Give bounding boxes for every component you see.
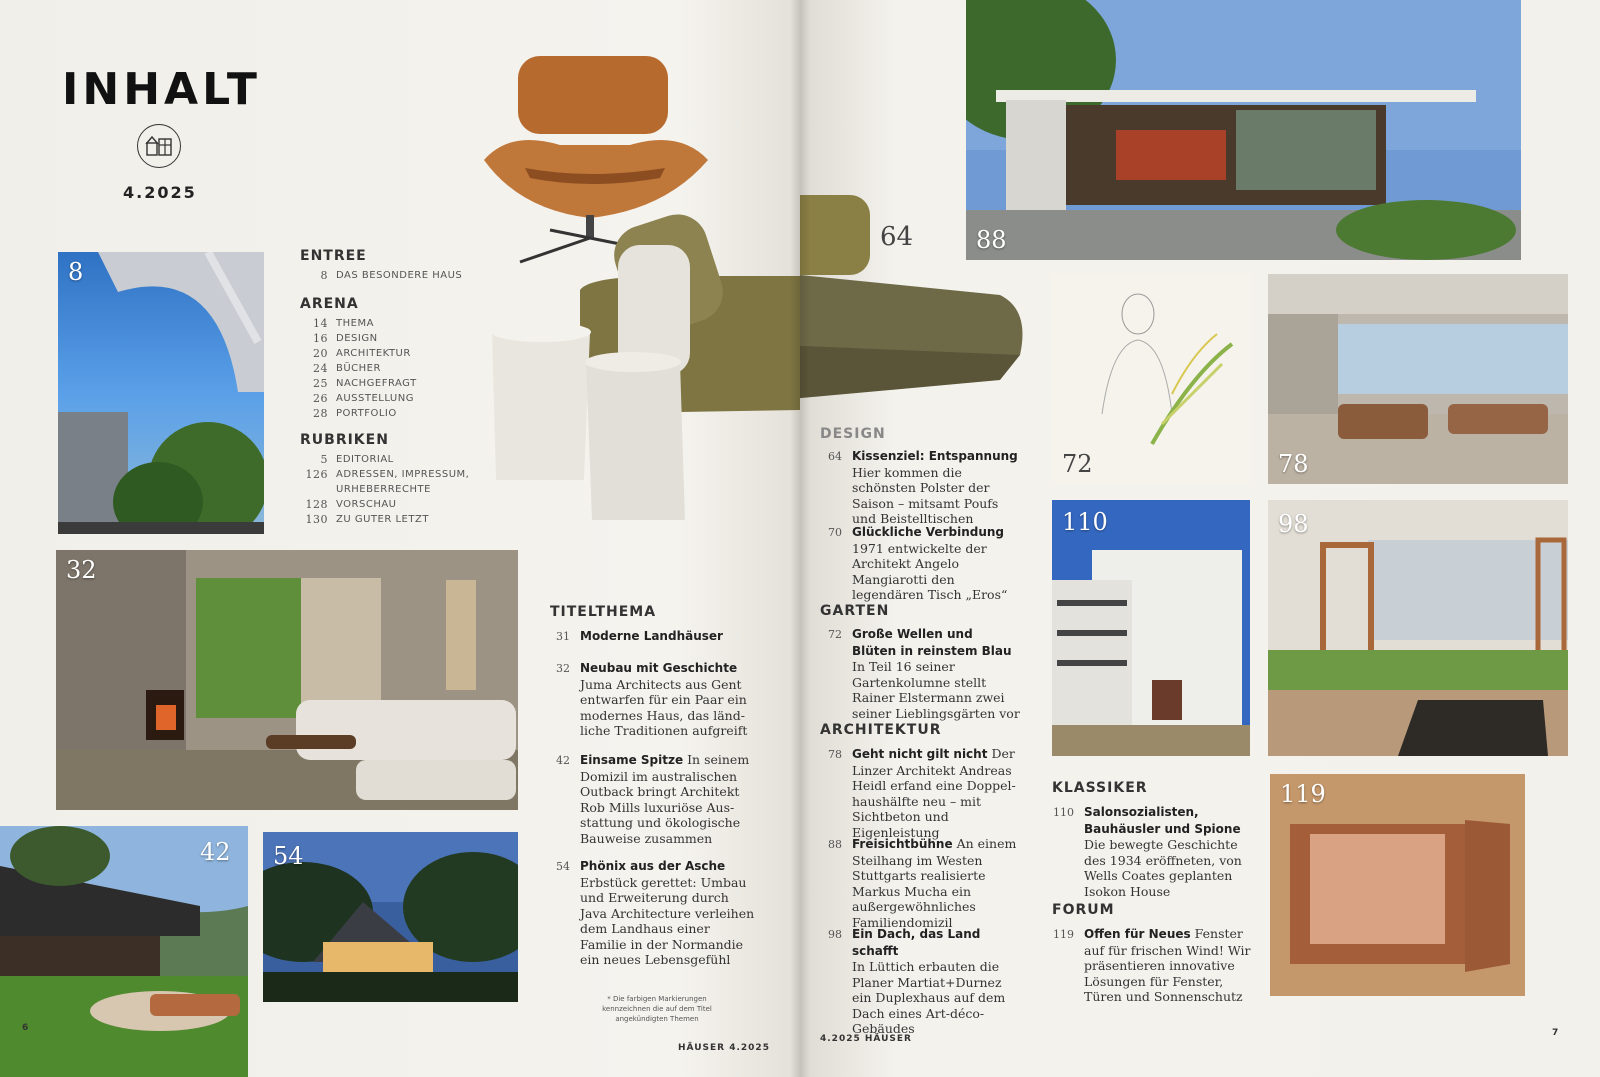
toc-item[interactable]: 16 DESIGN <box>313 332 378 345</box>
photo-32 <box>56 550 518 810</box>
section-heading: ARENA <box>300 296 359 312</box>
photo-110 <box>1052 500 1250 756</box>
toc-section-rubriken <box>300 432 480 527</box>
toc-entry[interactable]: 72 Große Wellen und Blüten in reinstem Blau In Teil 16 seiner Gartenkolumne stellt Rainer Elstermann zwei seiner Lieblingsgärten vor <box>828 627 1020 721</box>
toc-entry[interactable]: 78 Geht nicht gilt nicht Der Linzer Architekt Andreas Heidl erfand eine Doppelhaushälfte neu – mit Sichtbeton und Eigenleistung <box>828 746 1016 840</box>
photo-page-number: 54 <box>273 842 304 870</box>
photo-42 <box>0 826 248 1077</box>
furniture-illustration-left <box>480 50 800 530</box>
right-page <box>800 0 1600 1077</box>
photo-54 <box>263 832 518 1002</box>
toc-entry[interactable]: 54 Phönix aus der Asche Erbstück gerettet: Umbau und Erweiterung durch Java Architecture verleihen dem Landhaus einer Familie in der Normandie ein neues Lebensgefühl <box>556 859 755 967</box>
toc-item[interactable]: 26 AUSSTELLUNG <box>313 392 414 405</box>
furniture-page-number: 64 <box>880 222 914 252</box>
photo-8 <box>58 252 264 534</box>
photo-72 <box>1052 274 1250 484</box>
page-footer: HÄUSER 4.2025 <box>678 1043 770 1053</box>
section-heading: RUBRIKEN <box>300 432 389 448</box>
photo-98 <box>1268 500 1568 756</box>
toc-entry[interactable]: 88 Freisichtbühne An einem Steilhang im Westen Stuttgarts realisierte Markus Mucha ein außergewöhnliches Familiendomizil <box>828 836 1017 930</box>
footnote: * Die farbigen Markierungen kennzeichnen die auf dem Titel angekündigten Themen <box>602 995 712 1023</box>
section-heading: TITELTHEMA <box>550 604 657 620</box>
photo-78 <box>1268 274 1568 484</box>
issue-number: 4.2025 <box>123 183 197 202</box>
toc-item[interactable]: 20 ARCHITEKTUR <box>313 347 411 360</box>
toc-entry[interactable]: 64 Kissenziel: Entspannung Hier kommen die schönsten Polster der Saison – mitsamt Poufs und Beistelltischen <box>828 449 1018 526</box>
photo-page-number: 42 <box>200 838 231 866</box>
toc-item[interactable]: 8 DAS BESONDERE HAUS <box>320 269 463 282</box>
toc-entry[interactable]: 42 Einsame Spitze In seinem Domizil im australischen Outback bringt Architekt Rob Mills luxuriöse Ausstattung und ökologische Bauweise zusammen <box>556 752 750 846</box>
photo-page-number: 119 <box>1280 780 1326 808</box>
toc-entry[interactable]: 70 Glückliche Verbindung 1971 entwickelte der Architekt Angelo Mangiarotti den legendären Tisch „Eros“ <box>828 525 1008 602</box>
section-heading: DESIGN <box>820 426 886 442</box>
toc-section-titelthema <box>550 604 770 620</box>
toc-item[interactable]: 126 ADRESSEN, IMPRESSUM, URHEBERRECHTE <box>305 468 470 495</box>
toc-entry[interactable]: 32 Neubau mit Geschichte Juma Architects aus Gent entwarfen für ein Paar ein modernes Haus, das ländliche Traditionen aufgreift <box>556 661 748 738</box>
toc-item[interactable]: 14 THEMA <box>313 317 374 330</box>
photo-page-number: 78 <box>1278 450 1309 478</box>
toc-entry[interactable]: 110 Salonsozialisten, Bauhäusler und Spione Die bewegte Geschichte des 1934 eröffneten, von Wells Coates geplanten Isokon House <box>1053 805 1242 899</box>
section-heading: ARCHITEKTUR <box>820 722 942 738</box>
photo-page-number: 98 <box>1278 510 1309 538</box>
spine-gutter <box>790 0 810 1077</box>
toc-item[interactable]: 128 VORSCHAU <box>305 498 397 511</box>
photo-page-number: 8 <box>68 258 84 286</box>
section-heading: FORUM <box>1052 902 1115 918</box>
photo-88 <box>966 0 1521 260</box>
magazine-logo-icon <box>137 124 181 168</box>
toc-entry[interactable]: 119 Offen für Neues Fenster auf für frischen Wind! Wir präsentieren innovative Lösungen für Fenster, Türen und Sonnenschutz <box>1053 926 1251 1004</box>
photo-119 <box>1270 774 1525 996</box>
toc-entry[interactable]: 31 Moderne Landhäuser <box>556 629 723 643</box>
toc-item[interactable]: 130 ZU GUTER LETZT <box>305 513 429 526</box>
toc-item[interactable]: 25 NACHGEFRAGT <box>313 377 417 390</box>
toc-section-entree <box>300 248 490 283</box>
section-heading: KLASSIKER <box>1052 780 1148 796</box>
toc-item[interactable]: 24 BÜCHER <box>313 362 381 375</box>
section-heading: ENTREE <box>300 248 367 264</box>
photo-page-number: 88 <box>976 226 1007 254</box>
toc-section-arena <box>300 296 490 421</box>
toc-entry[interactable]: 98 Ein Dach, das Land schafft In Lüttich erbauten die Planer Martiat+Durnez ein Duplexhaus auf dem Dach eines Art-déco-Gebäudes <box>828 927 1006 1036</box>
photo-page-number: 110 <box>1062 508 1108 536</box>
photo-page-number: 72 <box>1062 450 1093 478</box>
photo-page-number: 32 <box>66 556 97 584</box>
page-footer: 4.2025 HÄUSER <box>820 1034 912 1044</box>
page-title: INHALT <box>62 64 261 115</box>
toc-item[interactable]: 5 EDITORIAL <box>320 453 394 466</box>
section-heading: GARTEN <box>820 603 890 619</box>
page-number: 6 <box>22 1023 30 1033</box>
page-number: 7 <box>1552 1028 1560 1038</box>
toc-item[interactable]: 28 PORTFOLIO <box>313 407 397 420</box>
